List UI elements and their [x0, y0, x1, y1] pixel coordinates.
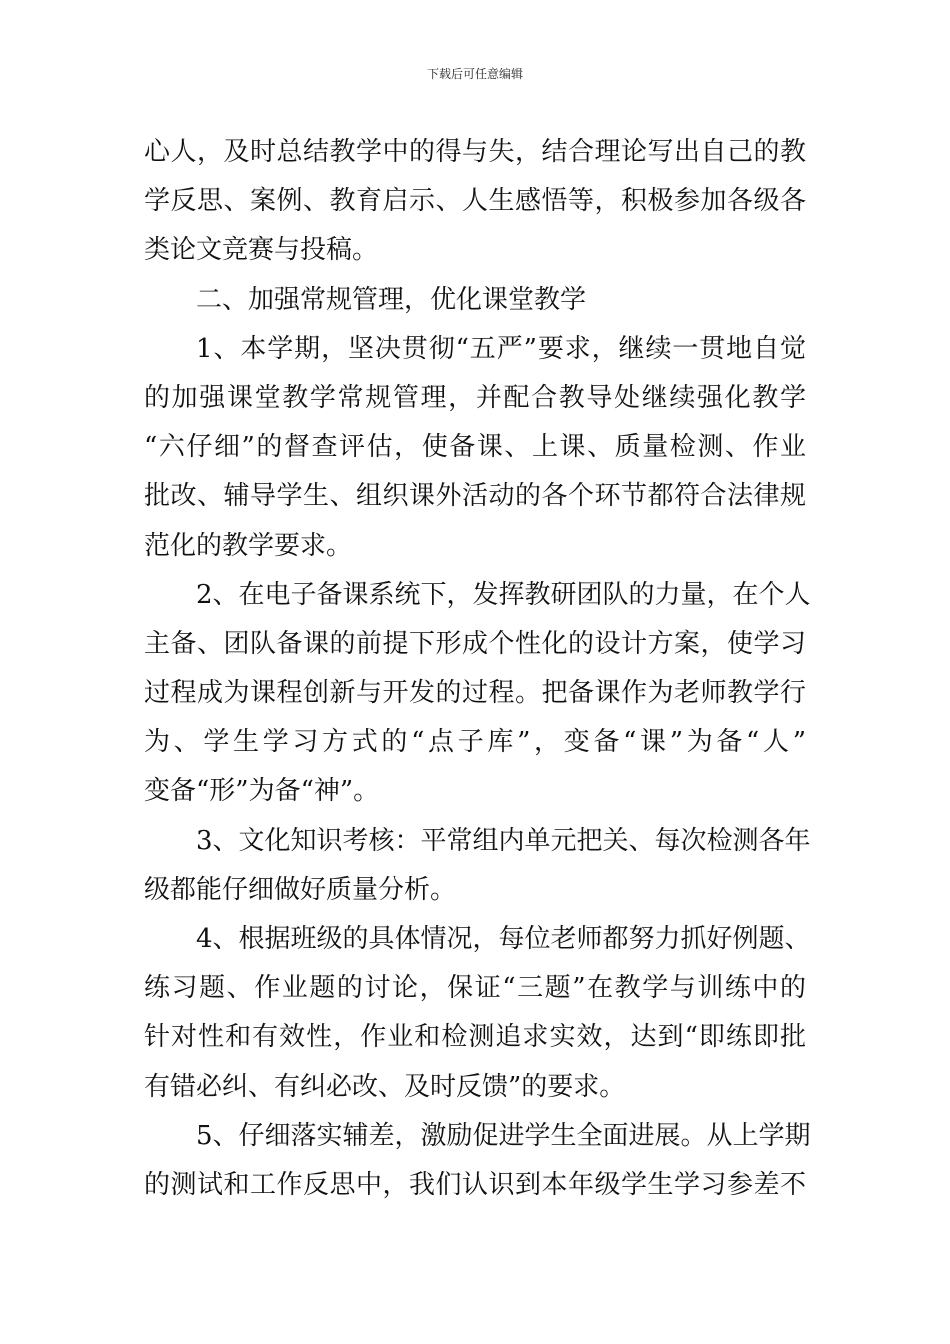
text-line: 学反思、案例、教育启示、人生感悟等，积极参加各级各 [144, 186, 806, 217]
text-line: 的加强课堂教学常规管理，并配合教导处继续强化教学 [144, 382, 806, 413]
text-line: 主备、团队备课的前提下形成个性化的设计方案，使学习 [144, 628, 806, 659]
text-line: 心人，及时总结教学中的得与失，结合理论写出自己的教 [144, 137, 806, 167]
text-line: 范化的教学要求。 [144, 530, 353, 561]
text-line: 为、学生学习方式的“点子库”，变备“课”为备“人” [144, 727, 806, 758]
text-line: 类论文竞赛与投稿。 [144, 235, 379, 266]
text-line: 级都能仔细做好质量分析。 [144, 874, 457, 905]
text-line: 过程成为课程创新与开发的过程。把备课作为老师教学行 [144, 678, 806, 709]
text-line: “六仔细”的督查评估，使备课、上课、质量检测、作业 [144, 432, 806, 463]
text-line: 练习题、作业题的讨论，保证“三题”在教学与训练中的 [144, 973, 806, 1004]
text-line: 有错必纠、有纠必改、及时反馈”的要求。 [144, 1071, 626, 1102]
section-heading: 二、加强常规管理，优化课堂教学 [196, 284, 587, 315]
text-line: 3、文化知识考核：平常组内单元把关、每次检测各年 [196, 825, 811, 856]
text-line: 的测试和工作反思中，我们认识到本年级学生学习参差不 [144, 1169, 806, 1200]
text-line: 2、在电子备课系统下，发挥教研团队的力量，在个人 [196, 579, 811, 610]
text-line: 针对性和有效性，作业和检测追求实效，达到“即练即批 [144, 1022, 806, 1053]
text-line: 4、根据班级的具体情况，每位老师都努力抓好例题、 [196, 924, 811, 954]
text-line: 1、本学期，坚决贯彻“五严”要求，继续一贯地自觉 [196, 333, 806, 364]
document-body [144, 128, 811, 1210]
text-line: 变备“形”为备“神”。 [144, 776, 380, 807]
text-line: 批改、辅导学生、组织课外活动的各个环节都符合法律规 [144, 481, 806, 512]
text-line: 5、仔细落实辅差，激励促进学生全面进展。从上学期 [196, 1120, 811, 1151]
page-header: 下载后可任意编辑 [426, 67, 523, 81]
